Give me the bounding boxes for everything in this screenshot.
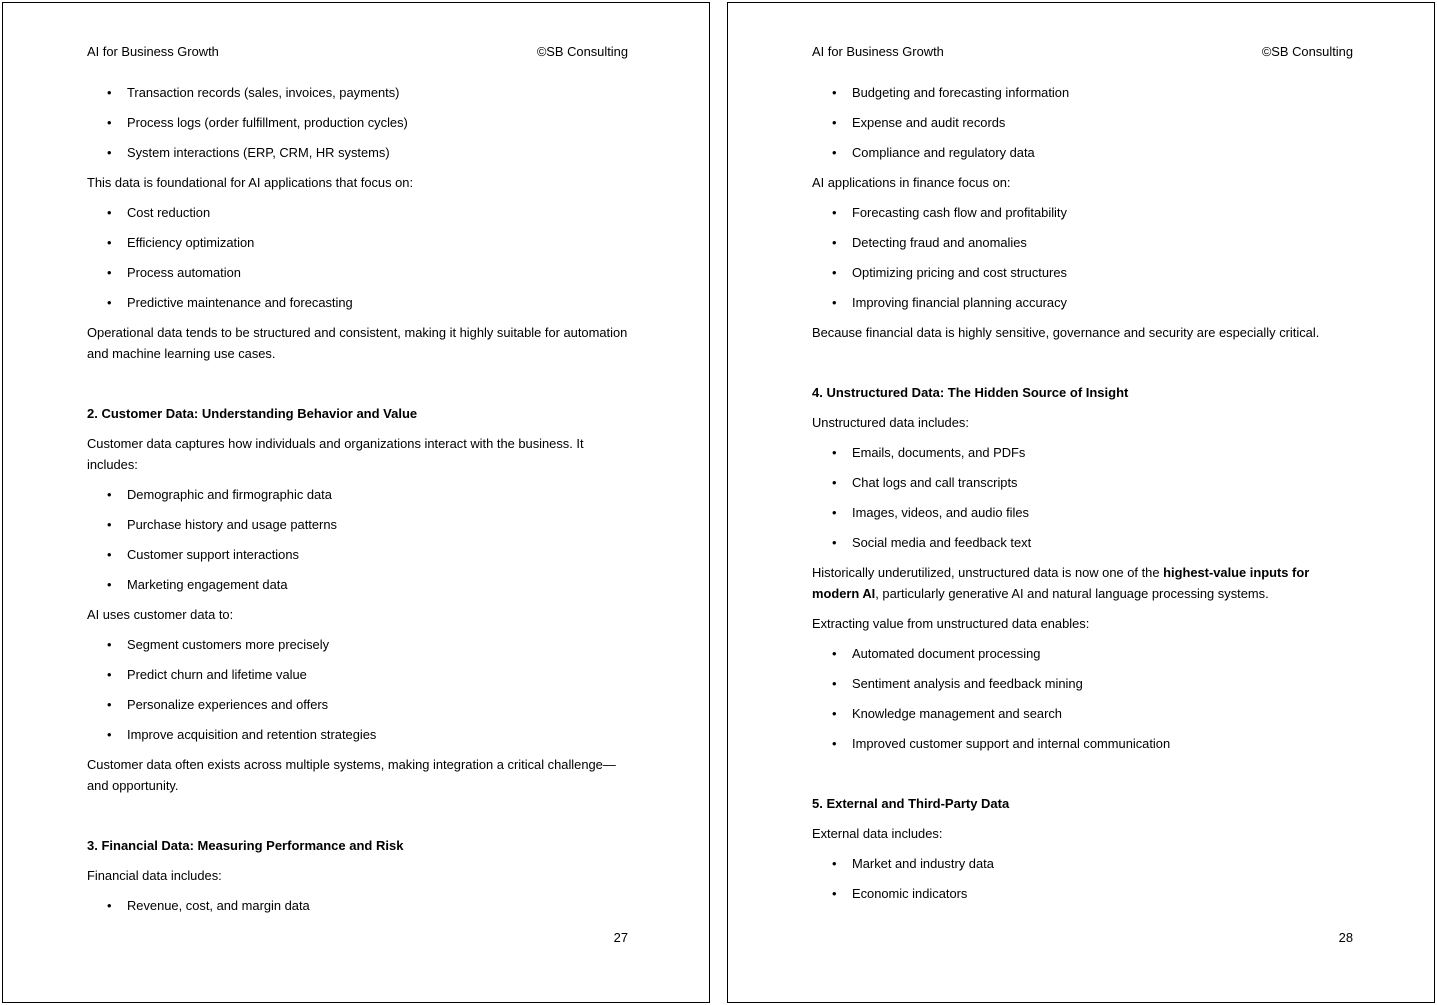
paragraph-run: AI applications in finance focus on: bbox=[812, 175, 1011, 190]
paragraph-run: Customer data captures how individuals and organizations interact with the business. It includes: bbox=[87, 436, 584, 472]
bullet-item: • Chat logs and call transcripts bbox=[812, 472, 1353, 493]
paragraph bbox=[812, 823, 1353, 844]
paragraph bbox=[87, 172, 628, 193]
bullet-list bbox=[812, 202, 1353, 313]
bullet-item: • Images, videos, and audio files bbox=[812, 502, 1353, 523]
header-copyright: ©SB Consulting bbox=[1261, 44, 1353, 59]
header-copyright: ©SB Consulting bbox=[536, 44, 628, 59]
bullet-item: • Improving financial planning accuracy bbox=[812, 292, 1353, 313]
bullet-item: • Customer support interactions bbox=[87, 544, 628, 565]
bullet-list bbox=[87, 634, 628, 745]
header-title: AI for Business Growth bbox=[812, 44, 944, 59]
paragraph bbox=[87, 322, 628, 364]
bullet-list bbox=[812, 643, 1353, 754]
bullet-item: • Detecting fraud and anomalies bbox=[812, 232, 1353, 253]
bullet-item: • Purchase history and usage patterns bbox=[87, 514, 628, 535]
paragraph-run: Historically underutilized, unstructured data is now one of the bbox=[812, 565, 1164, 580]
bullet-item: • Predict churn and lifetime value bbox=[87, 664, 628, 685]
bullet-item: • Predictive maintenance and forecasting bbox=[87, 292, 628, 313]
page-body bbox=[87, 82, 628, 916]
bullet-item: • Budgeting and forecasting information bbox=[812, 82, 1353, 103]
bullet-list bbox=[812, 853, 1353, 904]
bullet-item: • Efficiency optimization bbox=[87, 232, 628, 253]
header-title: AI for Business Growth bbox=[87, 44, 219, 59]
paragraph-run: Because financial data is highly sensitive, governance and security are especially critical. bbox=[812, 325, 1320, 340]
paragraph bbox=[812, 322, 1353, 343]
bullet-item: • Marketing engagement data bbox=[87, 574, 628, 595]
paragraph bbox=[87, 865, 628, 886]
bullet-list bbox=[87, 82, 628, 163]
section-heading: 2. Customer Data: Understanding Behavior and Value bbox=[87, 406, 418, 421]
bullet-item: • System interactions (ERP, CRM, HR systems) bbox=[87, 142, 628, 163]
section-heading: 3. Financial Data: Measuring Performance and Risk bbox=[87, 838, 404, 853]
page-28 bbox=[727, 2, 1435, 1003]
paragraph-run: Unstructured data includes: bbox=[812, 415, 969, 430]
paragraph-run: Financial data includes: bbox=[87, 868, 222, 883]
bullet-item: • Knowledge management and search bbox=[812, 703, 1353, 724]
bullet-item: • Segment customers more precisely bbox=[87, 634, 628, 655]
paragraph bbox=[87, 433, 628, 475]
bullet-item: • Automated document processing bbox=[812, 643, 1353, 664]
page-27 bbox=[2, 2, 710, 1003]
bullet-item: • Improve acquisition and retention strategies bbox=[87, 724, 628, 745]
bullet-item: • Optimizing pricing and cost structures bbox=[812, 262, 1353, 283]
paragraph bbox=[87, 604, 628, 625]
bullet-item: • Market and industry data bbox=[812, 853, 1353, 874]
paragraph bbox=[812, 562, 1353, 604]
bullet-item: • Transaction records (sales, invoices, payments) bbox=[87, 82, 628, 103]
paragraph-run: This data is foundational for AI applications that focus on: bbox=[87, 175, 414, 190]
paragraph-run: Operational data tends to be structured and consistent, making it highly suitable for automation and machine learning use cases. bbox=[87, 325, 628, 361]
bullet-list bbox=[812, 442, 1353, 553]
bullet-item: • Social media and feedback text bbox=[812, 532, 1353, 553]
section-heading: 4. Unstructured Data: The Hidden Source of Insight bbox=[812, 385, 1129, 400]
bullet-item: • Improved customer support and internal communication bbox=[812, 733, 1353, 754]
paragraph bbox=[812, 172, 1353, 193]
bullet-item: • Demographic and firmographic data bbox=[87, 484, 628, 505]
bullet-item: • Compliance and regulatory data bbox=[812, 142, 1353, 163]
paragraph-run-bold: highest-value inputs for modern AI bbox=[812, 565, 1310, 601]
bullet-item: • Sentiment analysis and feedback mining bbox=[812, 673, 1353, 694]
bullet-item: • Economic indicators bbox=[812, 883, 1353, 904]
paragraph bbox=[87, 754, 628, 796]
paragraph-run: , particularly generative AI and natural language processing systems. bbox=[875, 586, 1269, 601]
bullet-item: • Forecasting cash flow and profitability bbox=[812, 202, 1353, 223]
page-number: 28 bbox=[1338, 930, 1353, 945]
bullet-item: • Personalize experiences and offers bbox=[87, 694, 628, 715]
page-header bbox=[812, 41, 1353, 62]
page-number: 27 bbox=[613, 930, 628, 945]
bullet-item: • Cost reduction bbox=[87, 202, 628, 223]
bullet-item: • Process logs (order fulfillment, production cycles) bbox=[87, 112, 628, 133]
paragraph-run: Extracting value from unstructured data enables: bbox=[812, 616, 1090, 631]
paragraph bbox=[812, 613, 1353, 634]
bullet-item: • Process automation bbox=[87, 262, 628, 283]
bullet-item: • Expense and audit records bbox=[812, 112, 1353, 133]
paragraph-run: AI uses customer data to: bbox=[87, 607, 234, 622]
page-header bbox=[87, 41, 628, 62]
bullet-list bbox=[87, 202, 628, 313]
bullet-item: • Emails, documents, and PDFs bbox=[812, 442, 1353, 463]
section-heading: 5. External and Third-Party Data bbox=[812, 796, 1010, 811]
paragraph-run: Customer data often exists across multiple systems, making integration a critical challenge—and opportunity. bbox=[87, 757, 616, 793]
bullet-list bbox=[87, 484, 628, 595]
bullet-list bbox=[87, 895, 628, 916]
bullet-item: • Revenue, cost, and margin data bbox=[87, 895, 628, 916]
paragraph bbox=[812, 412, 1353, 433]
bullet-list bbox=[812, 82, 1353, 163]
page-body bbox=[812, 82, 1353, 904]
paragraph-run: External data includes: bbox=[812, 826, 943, 841]
